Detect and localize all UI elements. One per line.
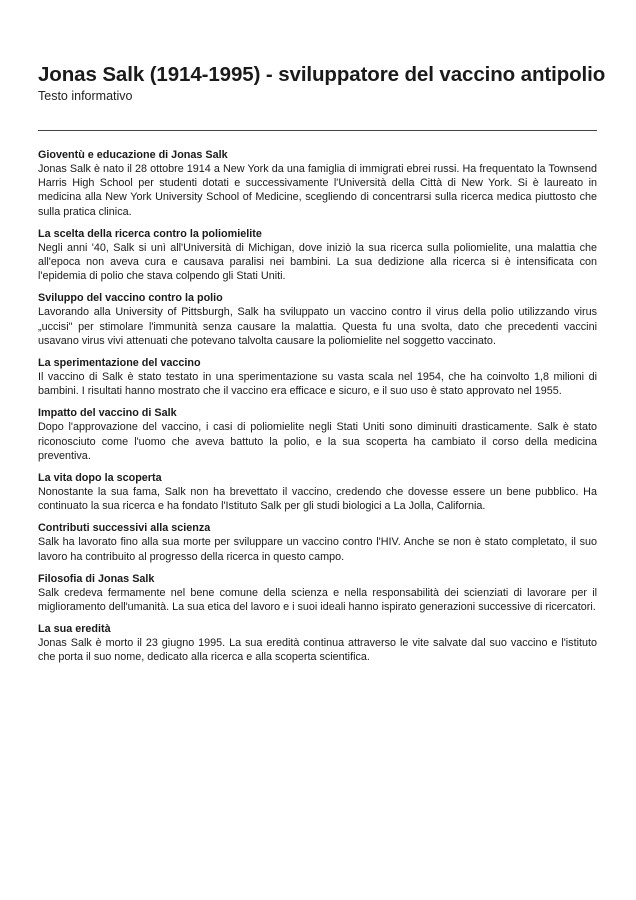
- section-body: Dopo l'approvazione del vaccino, i casi di poliomielite negli Stati Uniti sono diminuiti drasticamente. Salk è stato riconosciuto come l'uomo che aveva battuto la polio, e la sua scoperta ha cambiato il corso della medicina preventiva.: [38, 421, 597, 462]
- section-heading: Contributi successivi alla scienza: [38, 522, 211, 535]
- section-later-contributions: [38, 521, 597, 563]
- section-heading: La sua eredità: [38, 623, 111, 636]
- section-heading: Sviluppo del vaccino contro la polio: [38, 292, 223, 305]
- section-life-after: [38, 471, 597, 513]
- section-philosophy: [38, 572, 597, 614]
- section-vaccine-impact: [38, 406, 597, 463]
- section-heading: La scelta della ricerca contro la poliomielite: [38, 227, 262, 240]
- section-body: Nonostante la sua fama, Salk non ha brevettato il vaccino, credendo che dovesse essere un bene pubblico. Ha continuato la sua ricerca e ha fondato l'Istituto Salk per gli studi biologici a La Jolla, California.: [38, 486, 597, 513]
- document-page: [38, 62, 606, 673]
- section-heading: Impatto del vaccino di Salk: [38, 407, 177, 420]
- section-heading: Filosofia di Jonas Salk: [38, 572, 155, 585]
- document-subtitle: Testo informativo: [38, 89, 133, 103]
- section-vaccine-trial: [38, 356, 597, 398]
- section-body: Jonas Salk è nato il 28 ottobre 1914 a New York da una famiglia di immigrati ebrei russi. Ha frequentato la Townsend Harris High School per studenti dotati e successivamente l'Università della Città di New York. Si è laureato in medicina alla New York University School of Medicine, scegliendo di concentrarsi sulla ricerca medica piuttosto che sulla pratica clinica.: [38, 163, 597, 218]
- section-body: Salk credeva fermamente nel bene comune della scienza e nella responsabilità dei scienziati di lavorare per il miglioramento dell'umanità. La sua etica del lavoro e i suoi ideali hanno ispirato generazioni successive di ricercatori.: [38, 586, 597, 614]
- section-body: Lavorando alla University of Pittsburgh, Salk ha sviluppato un vaccino contro il virus della polio utilizzando virus „uccisi" per stimolare l'immunità senza causare la malattia. Questa fu una svolta, dato che precedenti vaccini usavano virus vivi attenuati che potevano talvolta causare la poliomielite nel soggetto vaccinato.: [38, 306, 597, 347]
- title-divider: [38, 130, 597, 131]
- section-research-choice: [38, 227, 597, 284]
- section-heading: La vita dopo la scoperta: [38, 472, 162, 485]
- section-vaccine-development: [38, 291, 597, 348]
- section-body: Jonas Salk è morto il 23 giugno 1995. La sua eredità continua attraverso le vite salvate dal suo vaccino e l'istituto che porta il suo nome, dedicato alla ricerca e alla scoperta scientifica.: [38, 637, 597, 664]
- section-body: Salk ha lavorato fino alla sua morte per sviluppare un vaccino contro l'HIV. Anche se non è stato completato, il suo lavoro ha contribuito al progresso della ricerca in questo campo.: [38, 536, 597, 563]
- section-heading: Gioventù e educazione di Jonas Salk: [38, 149, 228, 161]
- section-body: Negli anni '40, Salk si unì all'Università di Michigan, dove iniziò la sua ricerca sulla poliomielite, una malattia che all'epoca non aveva cura e causava paralisi nei bambini. La sua dedizione alla ricerca si è intensificata con l'epidemia di polio che stava colpendo gli Stati Uniti.: [38, 241, 597, 283]
- section-youth-education: [38, 148, 597, 219]
- section-legacy: [38, 622, 597, 664]
- section-body: Il vaccino di Salk è stato testato in una sperimentazione su vasta scala nel 1954, che ha coinvolto 1,8 milioni di bambini. I risultati hanno mostrato che il vaccino era efficace e sicuro, e il suo uso è stato approvato nel 1955.: [38, 371, 597, 398]
- section-heading: La sperimentazione del vaccino: [38, 357, 201, 370]
- document-title: Jonas Salk (1914-1995) - sviluppatore del vaccino antipolio: [38, 63, 606, 86]
